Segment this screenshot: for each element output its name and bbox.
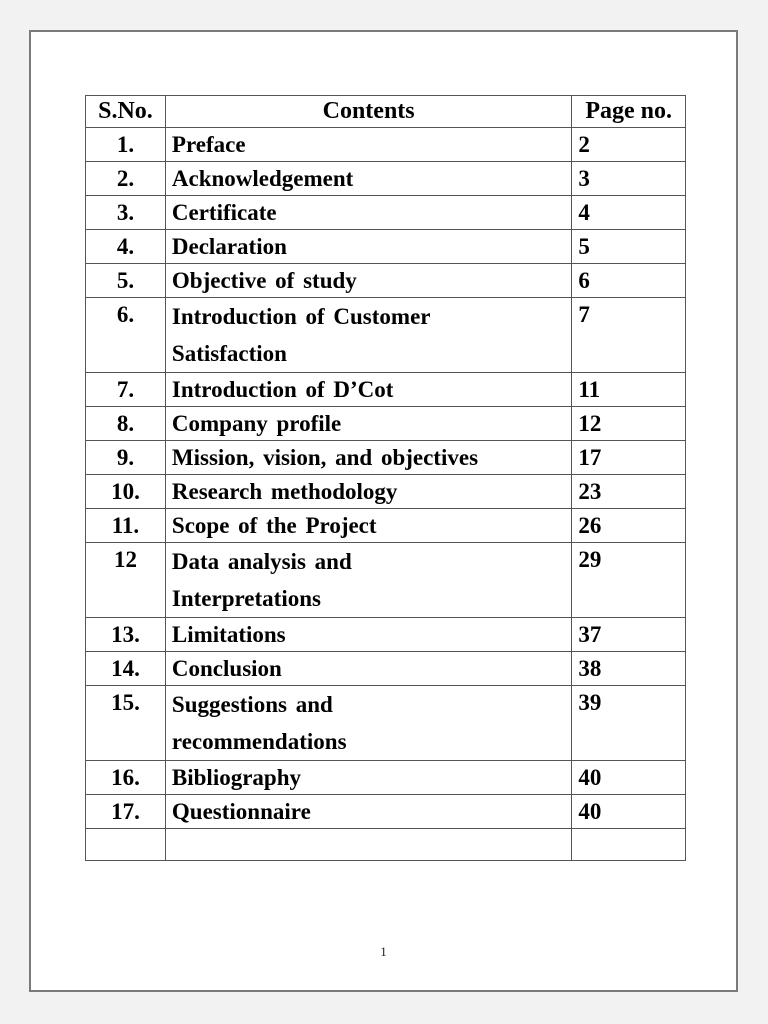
row-page: 7 <box>572 298 686 373</box>
row-title: Acknowledgement <box>165 162 571 196</box>
row-sno: 6. <box>86 298 166 373</box>
table-of-contents <box>85 95 686 861</box>
row-title-line-1: Data analysis and <box>171 549 352 574</box>
row-page: 3 <box>572 162 686 196</box>
row-sno: 9. <box>86 441 166 475</box>
row-title: Questionnaire <box>165 795 571 829</box>
row-title: Scope of the Project <box>165 509 571 543</box>
row-title-line-2: Interpretations <box>171 586 321 611</box>
row-page: 29 <box>572 543 686 618</box>
table-row <box>86 441 686 475</box>
table-row <box>86 373 686 407</box>
row-page: 11 <box>572 373 686 407</box>
row-page: 39 <box>572 686 686 761</box>
row-title-line-1: Introduction of Customer <box>171 304 431 329</box>
table-row <box>86 652 686 686</box>
row-title: Limitations <box>165 618 571 652</box>
page-number: 1 <box>380 944 387 959</box>
row-title: Conclusion <box>165 652 571 686</box>
row-sno: 15. <box>86 686 166 761</box>
row-title <box>165 298 571 373</box>
table-row <box>86 543 686 618</box>
row-sno: 14. <box>86 652 166 686</box>
row-sno: 13. <box>86 618 166 652</box>
row-sno: 12 <box>86 543 166 618</box>
row-title: Bibliography <box>165 761 571 795</box>
table-row <box>86 618 686 652</box>
row-title: Introduction of D’Cot <box>165 373 571 407</box>
row-title: Certificate <box>165 196 571 230</box>
row-title: Research methodology <box>165 475 571 509</box>
table-row <box>86 795 686 829</box>
row-sno: 11. <box>86 509 166 543</box>
table-row <box>86 686 686 761</box>
header-page-no: Page no. <box>572 96 686 128</box>
row-title: Preface <box>165 128 571 162</box>
table-row-empty <box>86 829 686 861</box>
table-row <box>86 196 686 230</box>
row-page: 5 <box>572 230 686 264</box>
row-sno: 8. <box>86 407 166 441</box>
row-page: 2 <box>572 128 686 162</box>
row-page: 23 <box>572 475 686 509</box>
row-page: 40 <box>572 795 686 829</box>
row-page: 4 <box>572 196 686 230</box>
row-sno: 7. <box>86 373 166 407</box>
table-row <box>86 761 686 795</box>
table-header-row <box>86 96 686 128</box>
table-row <box>86 264 686 298</box>
table-row <box>86 128 686 162</box>
row-page: 40 <box>572 761 686 795</box>
table-row <box>86 509 686 543</box>
row-title <box>165 543 571 618</box>
document-page <box>29 30 738 992</box>
row-sno: 5. <box>86 264 166 298</box>
empty-cell <box>165 829 571 861</box>
empty-cell <box>572 829 686 861</box>
table-row <box>86 162 686 196</box>
row-sno: 10. <box>86 475 166 509</box>
row-page: 17 <box>572 441 686 475</box>
header-sno: S.No. <box>86 96 166 128</box>
row-sno: 2. <box>86 162 166 196</box>
header-contents: Contents <box>165 96 571 128</box>
row-title: Declaration <box>165 230 571 264</box>
row-page: 37 <box>572 618 686 652</box>
table-row <box>86 230 686 264</box>
table-row <box>86 298 686 373</box>
row-sno: 16. <box>86 761 166 795</box>
row-page: 12 <box>572 407 686 441</box>
row-page: 6 <box>572 264 686 298</box>
row-page: 38 <box>572 652 686 686</box>
row-title-line-2: Satisfaction <box>171 341 287 366</box>
row-sno: 17. <box>86 795 166 829</box>
table-row <box>86 475 686 509</box>
row-page: 26 <box>572 509 686 543</box>
row-sno: 3. <box>86 196 166 230</box>
row-title: Company profile <box>165 407 571 441</box>
row-title: Mission, vision, and objectives <box>165 441 571 475</box>
row-sno: 1. <box>86 128 166 162</box>
row-sno: 4. <box>86 230 166 264</box>
table-row <box>86 407 686 441</box>
empty-cell <box>86 829 166 861</box>
row-title-line-1: Suggestions and <box>171 692 333 717</box>
row-title-line-2: recommendations <box>171 729 347 754</box>
row-title: Objective of study <box>165 264 571 298</box>
row-title <box>165 686 571 761</box>
